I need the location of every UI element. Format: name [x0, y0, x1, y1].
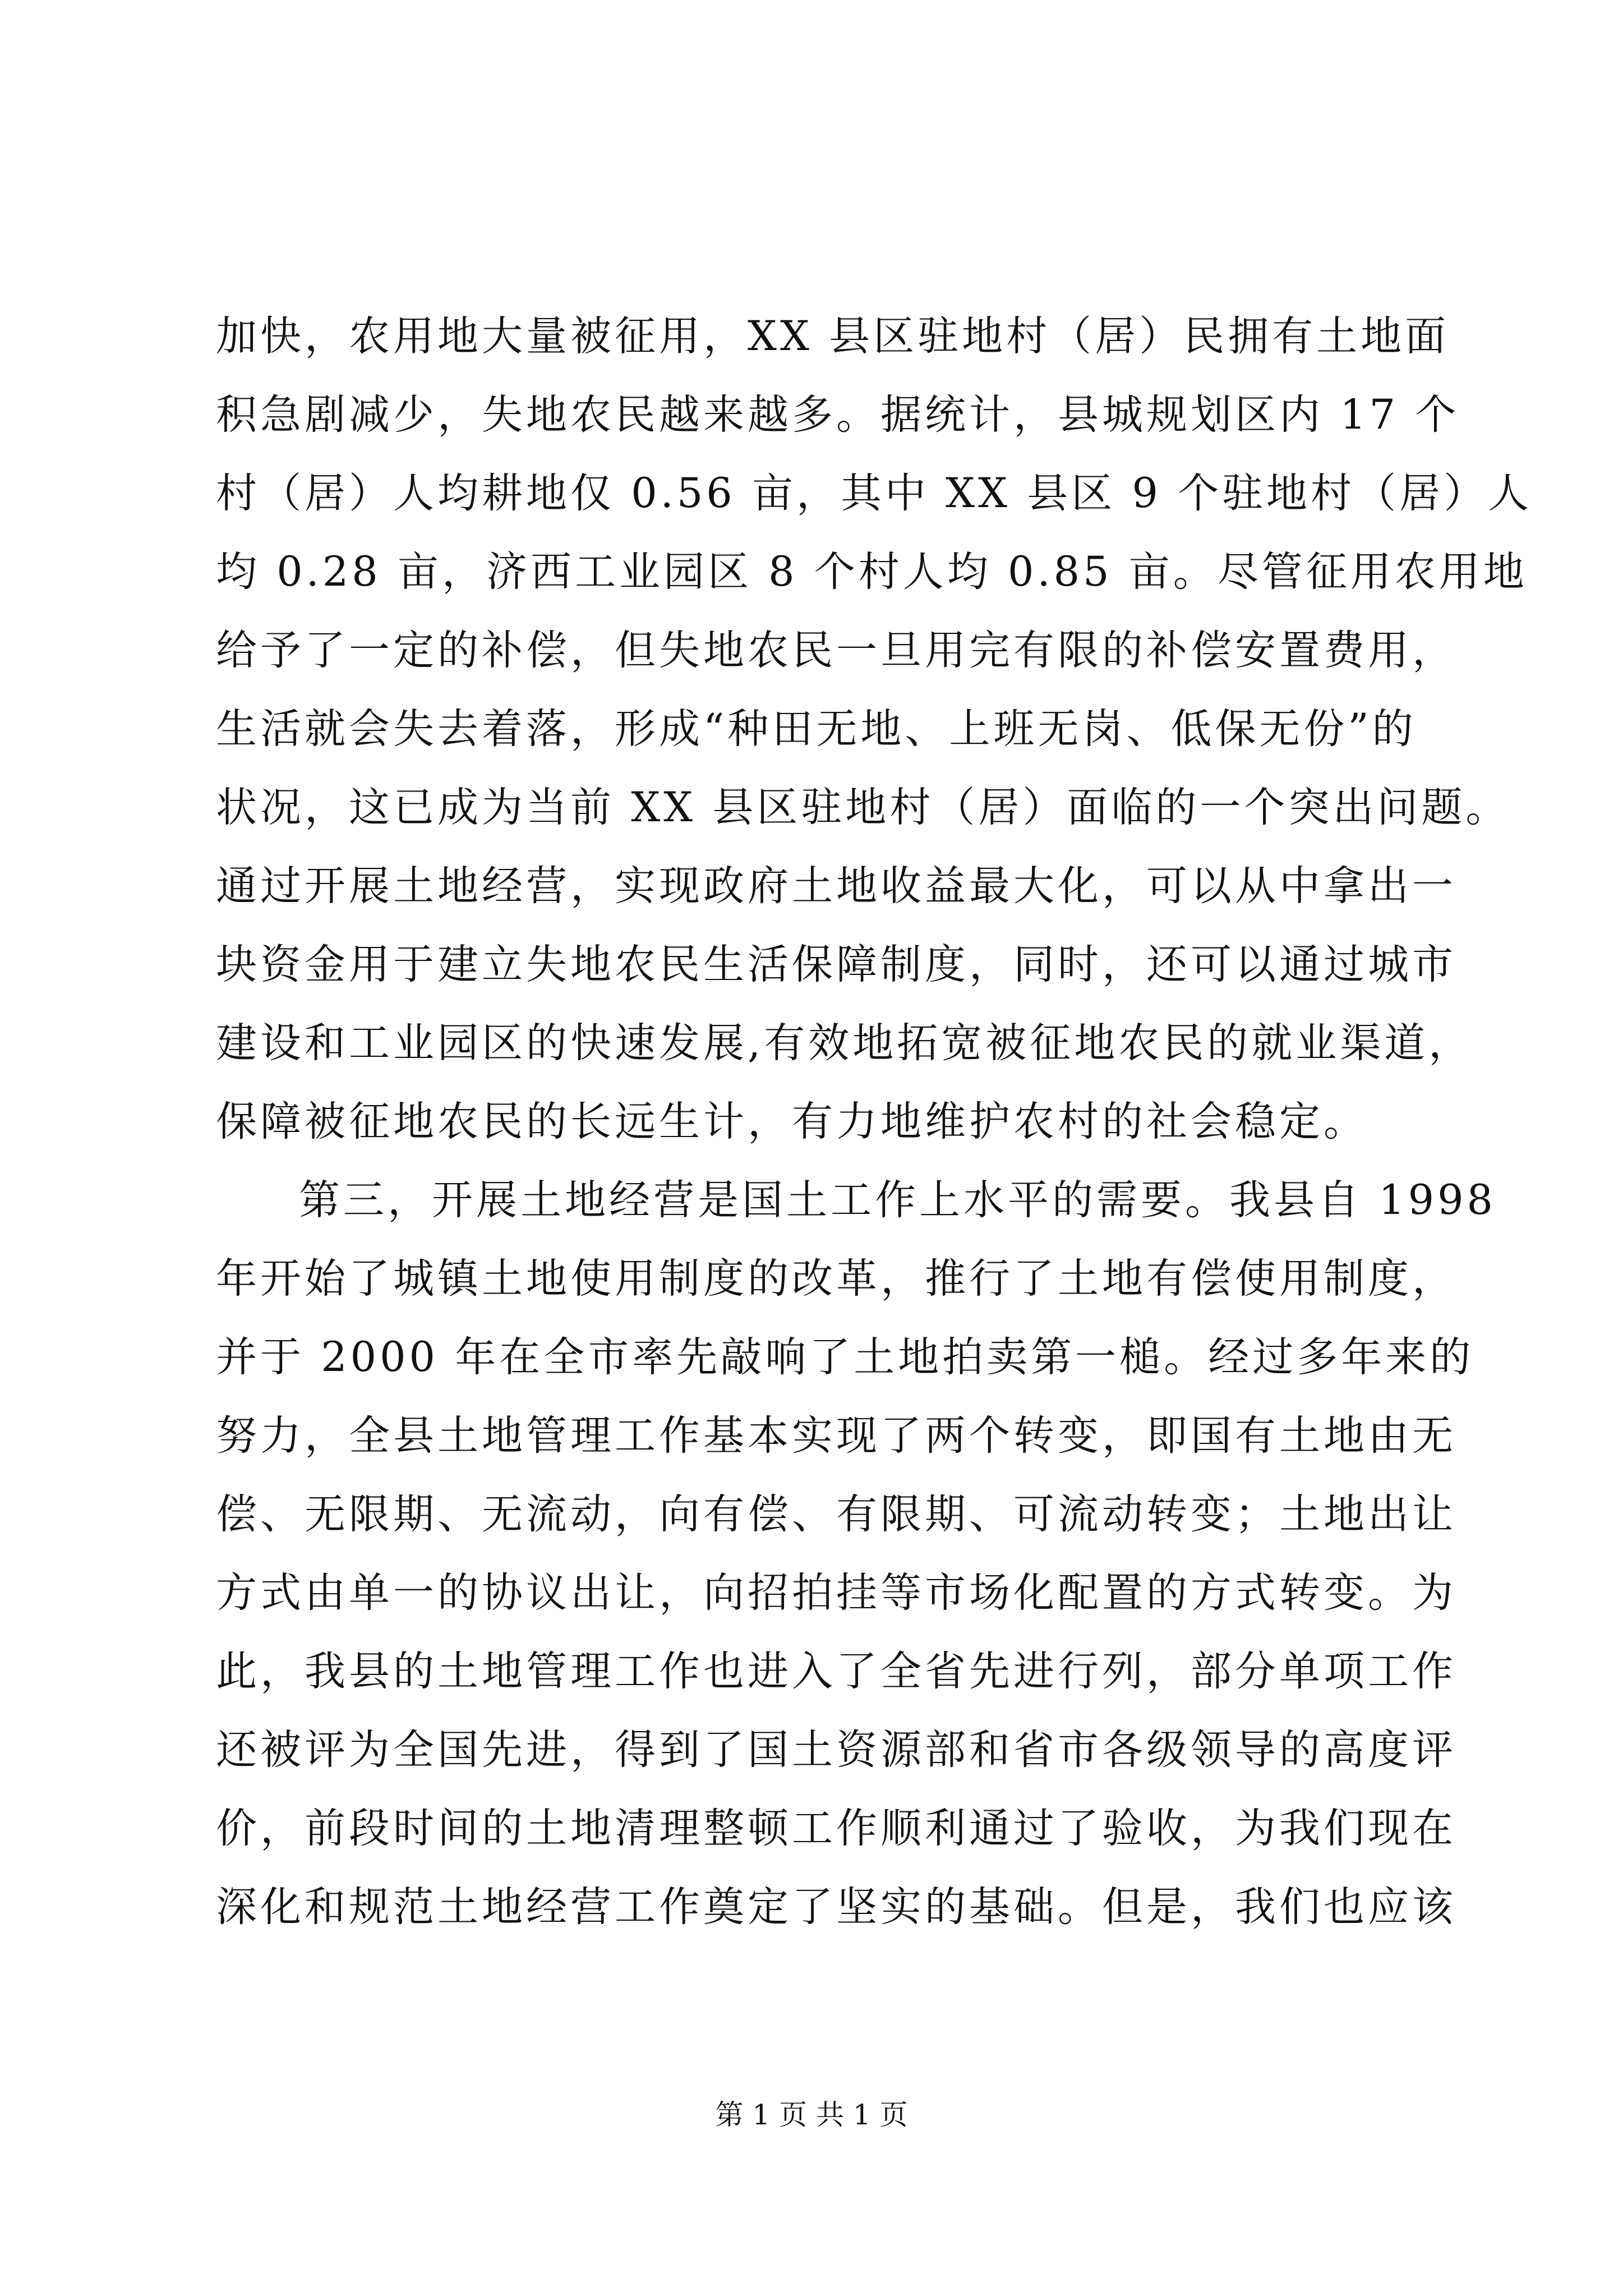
- text-line: 通过开展土地经营，实现政府土地收益最大化，可以从中拿出一: [216, 862, 1456, 910]
- text-line: 给予了一定的补偿，但失地农民一旦用完有限的补偿安置费用，: [216, 627, 1456, 674]
- text-line: 努力，全县土地管理工作基本实现了两个转变，即国有土地由无: [216, 1412, 1456, 1460]
- text-line: 块资金用于建立失地农民生活保障制度，同时，还可以通过城市: [216, 941, 1456, 988]
- text-line: 深化和规范土地经营工作奠定了坚实的基础。但是，我们也应该: [216, 1883, 1456, 1931]
- text-line: 偿、无限期、无流动，向有偿、有限期、可流动转变；土地出让: [216, 1490, 1456, 1538]
- text-line: 保障被征地农民的长远生计，有力地维护农村的社会稳定。: [216, 1098, 1368, 1145]
- text-line: 此，我县的土地管理工作也进入了全省先进行列，部分单项工作: [216, 1648, 1456, 1695]
- text-line: 生活就会失去着落，形成“种田无地、上班无岗、低保无份”的: [216, 705, 1417, 753]
- text-line: 年开始了城镇土地使用制度的改革，推行了土地有偿使用制度，: [216, 1255, 1456, 1303]
- text-line: 均 0.28 亩，济西工业园区 8 个村人均 0.85 亩。尽管征用农用地: [216, 548, 1528, 596]
- text-line: 价，前段时间的土地清理整顿工作顺利通过了验收，为我们现在: [216, 1805, 1456, 1852]
- text-line: 状况，这已成为当前 XX 县区驻地村（居）面临的一个突出问题。: [216, 784, 1510, 831]
- text-line: 村（居）人均耕地仅 0.56 亩，其中 XX 县区 9 个驻地村（居）人: [216, 470, 1533, 517]
- text-line: 方式由单一的协议出让，向招拍挂等市场化配置的方式转变。为: [216, 1569, 1456, 1617]
- text-line: 并于 2000 年在全市率先敲响了土地拍卖第一槌。经过多年来的: [216, 1333, 1474, 1381]
- text-line: 建设和工业园区的快速发展,有效地拓宽被征地农民的就业渠道，: [216, 1019, 1473, 1067]
- text-line: 加快，农用地大量被征用，XX 县区驻地村（居）民拥有土地面: [216, 312, 1450, 360]
- text-line: 积急剧减少，失地农民越来越多。据统计，县城规划区内 17 个: [216, 391, 1460, 439]
- page-number-footer: 第 1 页 共 1 页: [715, 2099, 908, 2131]
- paragraph-first-line: 第三，开展土地经营是国土工作上水平的需要。我县自 1998: [299, 1176, 1496, 1224]
- text-line: 还被评为全国先进，得到了国土资源部和省市各级领导的高度评: [216, 1726, 1456, 1774]
